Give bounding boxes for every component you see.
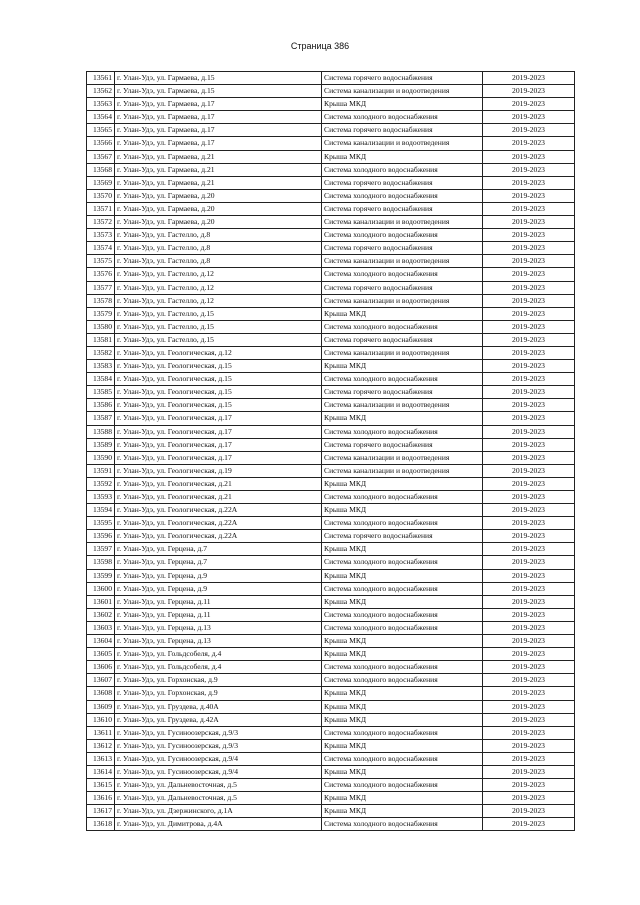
row-number: 13574 (87, 242, 115, 255)
row-number: 13585 (87, 386, 115, 399)
address-cell: г. Улан-Удэ, ул. Горхонская, д.9 (115, 687, 322, 700)
period-cell: 2019-2023 (483, 216, 575, 229)
work-type-cell: Крыша МКД (322, 504, 483, 517)
work-type-cell: Крыша МКД (322, 360, 483, 373)
row-number: 13564 (87, 111, 115, 124)
table-row (87, 242, 575, 255)
period-cell: 2019-2023 (483, 805, 575, 818)
row-number: 13576 (87, 268, 115, 281)
table-row (87, 399, 575, 412)
row-number: 13566 (87, 137, 115, 150)
work-type-cell: Система холодного водоснабжения (322, 818, 483, 831)
row-number: 13615 (87, 779, 115, 792)
table-row (87, 202, 575, 215)
period-cell: 2019-2023 (483, 687, 575, 700)
address-cell: г. Улан-Удэ, ул. Герцена, д.11 (115, 595, 322, 608)
period-cell: 2019-2023 (483, 412, 575, 425)
row-number: 13617 (87, 805, 115, 818)
period-cell: 2019-2023 (483, 346, 575, 359)
table-row (87, 137, 575, 150)
period-cell: 2019-2023 (483, 72, 575, 85)
row-number: 13611 (87, 726, 115, 739)
table-row (87, 517, 575, 530)
address-cell: г. Улан-Удэ, ул. Горхонская, д.9 (115, 674, 322, 687)
period-cell: 2019-2023 (483, 765, 575, 778)
address-cell: г. Улан-Удэ, ул. Гусиноозерская, д.9/4 (115, 752, 322, 765)
period-cell: 2019-2023 (483, 491, 575, 504)
period-cell: 2019-2023 (483, 268, 575, 281)
period-cell: 2019-2023 (483, 360, 575, 373)
address-cell: г. Улан-Удэ, ул. Гармаева, д.17 (115, 98, 322, 111)
work-type-cell: Система горячего водоснабжения (322, 438, 483, 451)
address-cell: г. Улан-Удэ, ул. Груздева, д.40А (115, 700, 322, 713)
period-cell: 2019-2023 (483, 255, 575, 268)
row-number: 13577 (87, 281, 115, 294)
work-type-cell: Система горячего водоснабжения (322, 333, 483, 346)
work-type-cell: Крыша МКД (322, 543, 483, 556)
work-type-cell: Система холодного водоснабжения (322, 425, 483, 438)
row-number: 13563 (87, 98, 115, 111)
row-number: 13590 (87, 451, 115, 464)
period-cell: 2019-2023 (483, 124, 575, 137)
address-cell: г. Улан-Удэ, ул. Герцена, д.7 (115, 543, 322, 556)
period-cell: 2019-2023 (483, 504, 575, 517)
period-cell: 2019-2023 (483, 294, 575, 307)
registry-table (86, 71, 575, 831)
work-type-cell: Система холодного водоснабжения (322, 189, 483, 202)
row-number: 13568 (87, 163, 115, 176)
period-cell: 2019-2023 (483, 792, 575, 805)
work-type-cell: Система канализации и водоотведения (322, 346, 483, 359)
work-type-cell: Система холодного водоснабжения (322, 556, 483, 569)
address-cell: г. Улан-Удэ, ул. Герцена, д.9 (115, 582, 322, 595)
address-cell: г. Улан-Удэ, ул. Гармаева, д.20 (115, 189, 322, 202)
work-type-cell: Система холодного водоснабжения (322, 491, 483, 504)
table-row (87, 779, 575, 792)
table-row (87, 700, 575, 713)
row-number: 13607 (87, 674, 115, 687)
address-cell: г. Улан-Удэ, ул. Гастелло, д.15 (115, 320, 322, 333)
address-cell: г. Улан-Удэ, ул. Гастелло, д.12 (115, 268, 322, 281)
address-cell: г. Улан-Удэ, ул. Дальневосточная, д.5 (115, 792, 322, 805)
address-cell: г. Улан-Удэ, ул. Геологическая, д.17 (115, 438, 322, 451)
period-cell: 2019-2023 (483, 674, 575, 687)
row-number: 13578 (87, 294, 115, 307)
work-type-cell: Крыша МКД (322, 635, 483, 648)
table-row (87, 72, 575, 85)
row-number: 13570 (87, 189, 115, 202)
address-cell: г. Улан-Удэ, ул. Герцена, д.13 (115, 635, 322, 648)
table-row (87, 281, 575, 294)
period-cell: 2019-2023 (483, 713, 575, 726)
table-row (87, 726, 575, 739)
work-type-cell: Крыша МКД (322, 687, 483, 700)
table-row (87, 608, 575, 621)
address-cell: г. Улан-Удэ, ул. Геологическая, д.21 (115, 477, 322, 490)
row-number: 13616 (87, 792, 115, 805)
table-row (87, 373, 575, 386)
period-cell: 2019-2023 (483, 556, 575, 569)
work-type-cell: Система канализации и водоотведения (322, 294, 483, 307)
table-row (87, 595, 575, 608)
row-number: 13582 (87, 346, 115, 359)
row-number: 13592 (87, 477, 115, 490)
address-cell: г. Улан-Удэ, ул. Гармаева, д.17 (115, 111, 322, 124)
period-cell: 2019-2023 (483, 517, 575, 530)
row-number: 13610 (87, 713, 115, 726)
table-row (87, 477, 575, 490)
address-cell: г. Улан-Удэ, ул. Геологическая, д.17 (115, 451, 322, 464)
period-cell: 2019-2023 (483, 242, 575, 255)
table-row (87, 635, 575, 648)
work-type-cell: Крыша МКД (322, 595, 483, 608)
row-number: 13605 (87, 648, 115, 661)
work-type-cell: Система холодного водоснабжения (322, 752, 483, 765)
table-row (87, 713, 575, 726)
address-cell: г. Улан-Удэ, ул. Геологическая, д.15 (115, 399, 322, 412)
row-number: 13597 (87, 543, 115, 556)
work-type-cell: Система канализации и водоотведения (322, 464, 483, 477)
work-type-cell: Крыша МКД (322, 792, 483, 805)
period-cell: 2019-2023 (483, 320, 575, 333)
table-row (87, 124, 575, 137)
row-number: 13614 (87, 765, 115, 778)
table-row (87, 307, 575, 320)
address-cell: г. Улан-Удэ, ул. Гольдсобеля, д.4 (115, 648, 322, 661)
address-cell: г. Улан-Удэ, ул. Гастелло, д.15 (115, 307, 322, 320)
address-cell: г. Улан-Удэ, ул. Гармаева, д.15 (115, 85, 322, 98)
work-type-cell: Система холодного водоснабжения (322, 779, 483, 792)
address-cell: г. Улан-Удэ, ул. Герцена, д.9 (115, 569, 322, 582)
address-cell: г. Улан-Удэ, ул. Дальневосточная, д.5 (115, 779, 322, 792)
row-number: 13598 (87, 556, 115, 569)
table-row (87, 111, 575, 124)
row-number: 13595 (87, 517, 115, 530)
address-cell: г. Улан-Удэ, ул. Герцена, д.7 (115, 556, 322, 569)
table-row (87, 438, 575, 451)
row-number: 13606 (87, 661, 115, 674)
address-cell: г. Улан-Удэ, ул. Гастелло, д.15 (115, 333, 322, 346)
row-number: 13583 (87, 360, 115, 373)
work-type-cell: Система канализации и водоотведения (322, 451, 483, 464)
period-cell: 2019-2023 (483, 111, 575, 124)
period-cell: 2019-2023 (483, 464, 575, 477)
address-cell: г. Улан-Удэ, ул. Геологическая, д.12 (115, 346, 322, 359)
table-row (87, 176, 575, 189)
period-cell: 2019-2023 (483, 137, 575, 150)
row-number: 13618 (87, 818, 115, 831)
table-row (87, 569, 575, 582)
address-cell: г. Улан-Удэ, ул. Гармаева, д.17 (115, 137, 322, 150)
work-type-cell: Система горячего водоснабжения (322, 530, 483, 543)
row-number: 13599 (87, 569, 115, 582)
work-type-cell: Система холодного водоснабжения (322, 608, 483, 621)
period-cell: 2019-2023 (483, 752, 575, 765)
period-cell: 2019-2023 (483, 818, 575, 831)
table-row (87, 543, 575, 556)
work-type-cell: Крыша МКД (322, 98, 483, 111)
row-number: 13586 (87, 399, 115, 412)
address-cell: г. Улан-Удэ, ул. Геологическая, д.19 (115, 464, 322, 477)
work-type-cell: Система горячего водоснабжения (322, 281, 483, 294)
table-row (87, 582, 575, 595)
period-cell: 2019-2023 (483, 739, 575, 752)
work-type-cell: Система холодного водоснабжения (322, 111, 483, 124)
row-number: 13572 (87, 216, 115, 229)
row-number: 13584 (87, 373, 115, 386)
work-type-cell: Система холодного водоснабжения (322, 582, 483, 595)
period-cell: 2019-2023 (483, 189, 575, 202)
table-row (87, 818, 575, 831)
row-number: 13567 (87, 150, 115, 163)
table-row (87, 189, 575, 202)
table-row (87, 661, 575, 674)
table-row (87, 752, 575, 765)
period-cell: 2019-2023 (483, 700, 575, 713)
period-cell: 2019-2023 (483, 726, 575, 739)
address-cell: г. Улан-Удэ, ул. Гармаева, д.20 (115, 216, 322, 229)
table-row (87, 255, 575, 268)
period-cell: 2019-2023 (483, 176, 575, 189)
row-number: 13569 (87, 176, 115, 189)
row-number: 13613 (87, 752, 115, 765)
work-type-cell: Крыша МКД (322, 765, 483, 778)
table-row (87, 739, 575, 752)
work-type-cell: Система холодного водоснабжения (322, 517, 483, 530)
period-cell: 2019-2023 (483, 582, 575, 595)
table-row (87, 504, 575, 517)
period-cell: 2019-2023 (483, 425, 575, 438)
period-cell: 2019-2023 (483, 307, 575, 320)
address-cell: г. Улан-Удэ, ул. Геологическая, д.17 (115, 412, 322, 425)
period-cell: 2019-2023 (483, 661, 575, 674)
period-cell: 2019-2023 (483, 477, 575, 490)
period-cell: 2019-2023 (483, 163, 575, 176)
row-number: 13608 (87, 687, 115, 700)
table-row (87, 491, 575, 504)
work-type-cell: Система холодного водоснабжения (322, 621, 483, 634)
row-number: 13561 (87, 72, 115, 85)
address-cell: г. Улан-Удэ, ул. Гармаева, д.15 (115, 72, 322, 85)
address-cell: г. Улан-Удэ, ул. Гармаева, д.20 (115, 202, 322, 215)
address-cell: г. Улан-Удэ, ул. Геологическая, д.15 (115, 386, 322, 399)
table-row (87, 85, 575, 98)
address-cell: г. Улан-Удэ, ул. Гармаева, д.21 (115, 150, 322, 163)
work-type-cell: Система холодного водоснабжения (322, 320, 483, 333)
period-cell: 2019-2023 (483, 386, 575, 399)
work-type-cell: Крыша МКД (322, 569, 483, 582)
row-number: 13580 (87, 320, 115, 333)
work-type-cell: Крыша МКД (322, 648, 483, 661)
address-cell: г. Улан-Удэ, ул. Геологическая, д.22А (115, 530, 322, 543)
table-row (87, 687, 575, 700)
work-type-cell: Крыша МКД (322, 700, 483, 713)
table-row (87, 386, 575, 399)
period-cell: 2019-2023 (483, 543, 575, 556)
period-cell: 2019-2023 (483, 202, 575, 215)
table-row (87, 163, 575, 176)
work-type-cell: Система горячего водоснабжения (322, 72, 483, 85)
address-cell: г. Улан-Удэ, ул. Гастелло, д.12 (115, 281, 322, 294)
row-number: 13609 (87, 700, 115, 713)
address-cell: г. Улан-Удэ, ул. Гармаева, д.17 (115, 124, 322, 137)
period-cell: 2019-2023 (483, 779, 575, 792)
table-row (87, 268, 575, 281)
table-row (87, 556, 575, 569)
work-type-cell: Система холодного водоснабжения (322, 268, 483, 281)
row-number: 13604 (87, 635, 115, 648)
row-number: 13591 (87, 464, 115, 477)
address-cell: г. Улан-Удэ, ул. Гусиноозерская, д.9/3 (115, 739, 322, 752)
table-row (87, 320, 575, 333)
period-cell: 2019-2023 (483, 373, 575, 386)
address-cell: г. Улан-Удэ, ул. Геологическая, д.21 (115, 491, 322, 504)
table-row (87, 621, 575, 634)
address-cell: г. Улан-Удэ, ул. Герцена, д.13 (115, 621, 322, 634)
period-cell: 2019-2023 (483, 569, 575, 582)
address-cell: г. Улан-Удэ, ул. Гастелло, д.8 (115, 242, 322, 255)
row-number: 13593 (87, 491, 115, 504)
row-number: 13602 (87, 608, 115, 621)
registry-table-body (87, 72, 575, 831)
table-row (87, 765, 575, 778)
period-cell: 2019-2023 (483, 621, 575, 634)
work-type-cell: Крыша МКД (322, 150, 483, 163)
row-number: 13594 (87, 504, 115, 517)
row-number: 13562 (87, 85, 115, 98)
address-cell: г. Улан-Удэ, ул. Геологическая, д.15 (115, 373, 322, 386)
address-cell: г. Улан-Удэ, ул. Дзержинского, д.1А (115, 805, 322, 818)
row-number: 13612 (87, 739, 115, 752)
row-number: 13575 (87, 255, 115, 268)
address-cell: г. Улан-Удэ, ул. Геологическая, д.17 (115, 425, 322, 438)
work-type-cell: Крыша МКД (322, 805, 483, 818)
table-row (87, 530, 575, 543)
period-cell: 2019-2023 (483, 150, 575, 163)
row-number: 13573 (87, 229, 115, 242)
work-type-cell: Система холодного водоснабжения (322, 726, 483, 739)
work-type-cell: Система канализации и водоотведения (322, 85, 483, 98)
address-cell: г. Улан-Удэ, ул. Гусиноозерская, д.9/4 (115, 765, 322, 778)
work-type-cell: Система горячего водоснабжения (322, 176, 483, 189)
table-row (87, 451, 575, 464)
table-row (87, 360, 575, 373)
address-cell: г. Улан-Удэ, ул. Гастелло, д.8 (115, 255, 322, 268)
address-cell: г. Улан-Удэ, ул. Гольдсобеля, д.4 (115, 661, 322, 674)
table-row (87, 425, 575, 438)
period-cell: 2019-2023 (483, 648, 575, 661)
period-cell: 2019-2023 (483, 98, 575, 111)
work-type-cell: Система холодного водоснабжения (322, 163, 483, 176)
row-number: 13603 (87, 621, 115, 634)
row-number: 13587 (87, 412, 115, 425)
table-row (87, 150, 575, 163)
address-cell: г. Улан-Удэ, ул. Гастелло, д.8 (115, 229, 322, 242)
address-cell: г. Улан-Удэ, ул. Груздева, д.42А (115, 713, 322, 726)
address-cell: г. Улан-Удэ, ул. Геологическая, д.15 (115, 360, 322, 373)
work-type-cell: Система холодного водоснабжения (322, 674, 483, 687)
period-cell: 2019-2023 (483, 635, 575, 648)
period-cell: 2019-2023 (483, 451, 575, 464)
work-type-cell: Система канализации и водоотведения (322, 255, 483, 268)
work-type-cell: Система холодного водоснабжения (322, 373, 483, 386)
address-cell: г. Улан-Удэ, ул. Димитрова, д.4А (115, 818, 322, 831)
period-cell: 2019-2023 (483, 399, 575, 412)
period-cell: 2019-2023 (483, 281, 575, 294)
table-row (87, 229, 575, 242)
table-row (87, 333, 575, 346)
address-cell: г. Улан-Удэ, ул. Гармаева, д.21 (115, 176, 322, 189)
period-cell: 2019-2023 (483, 595, 575, 608)
work-type-cell: Система холодного водоснабжения (322, 229, 483, 242)
work-type-cell: Крыша МКД (322, 307, 483, 320)
period-cell: 2019-2023 (483, 85, 575, 98)
work-type-cell: Крыша МКД (322, 713, 483, 726)
address-cell: г. Улан-Удэ, ул. Геологическая, д.22А (115, 517, 322, 530)
period-cell: 2019-2023 (483, 229, 575, 242)
period-cell: 2019-2023 (483, 530, 575, 543)
work-type-cell: Крыша МКД (322, 739, 483, 752)
table-row (87, 412, 575, 425)
table-row (87, 648, 575, 661)
table-row (87, 216, 575, 229)
table-row (87, 294, 575, 307)
work-type-cell: Система канализации и водоотведения (322, 399, 483, 412)
work-type-cell: Система горячего водоснабжения (322, 242, 483, 255)
work-type-cell: Система холодного водоснабжения (322, 661, 483, 674)
page-header: Страница 386 (290, 41, 350, 51)
table-row (87, 674, 575, 687)
row-number: 13588 (87, 425, 115, 438)
work-type-cell: Система канализации и водоотведения (322, 216, 483, 229)
period-cell: 2019-2023 (483, 333, 575, 346)
table-row (87, 805, 575, 818)
work-type-cell: Система горячего водоснабжения (322, 202, 483, 215)
address-cell: г. Улан-Удэ, ул. Гармаева, д.21 (115, 163, 322, 176)
work-type-cell: Система канализации и водоотведения (322, 137, 483, 150)
address-cell: г. Улан-Удэ, ул. Гусиноозерская, д.9/3 (115, 726, 322, 739)
row-number: 13600 (87, 582, 115, 595)
table-row (87, 346, 575, 359)
address-cell: г. Улан-Удэ, ул. Герцена, д.11 (115, 608, 322, 621)
table-row (87, 464, 575, 477)
period-cell: 2019-2023 (483, 608, 575, 621)
address-cell: г. Улан-Удэ, ул. Геологическая, д.22А (115, 504, 322, 517)
row-number: 13565 (87, 124, 115, 137)
period-cell: 2019-2023 (483, 438, 575, 451)
work-type-cell: Крыша МКД (322, 412, 483, 425)
row-number: 13589 (87, 438, 115, 451)
table-row (87, 98, 575, 111)
table-row (87, 792, 575, 805)
row-number: 13601 (87, 595, 115, 608)
row-number: 13571 (87, 202, 115, 215)
work-type-cell: Крыша МКД (322, 477, 483, 490)
row-number: 13596 (87, 530, 115, 543)
row-number: 13581 (87, 333, 115, 346)
row-number: 13579 (87, 307, 115, 320)
address-cell: г. Улан-Удэ, ул. Гастелло, д.12 (115, 294, 322, 307)
work-type-cell: Система горячего водоснабжения (322, 386, 483, 399)
work-type-cell: Система горячего водоснабжения (322, 124, 483, 137)
